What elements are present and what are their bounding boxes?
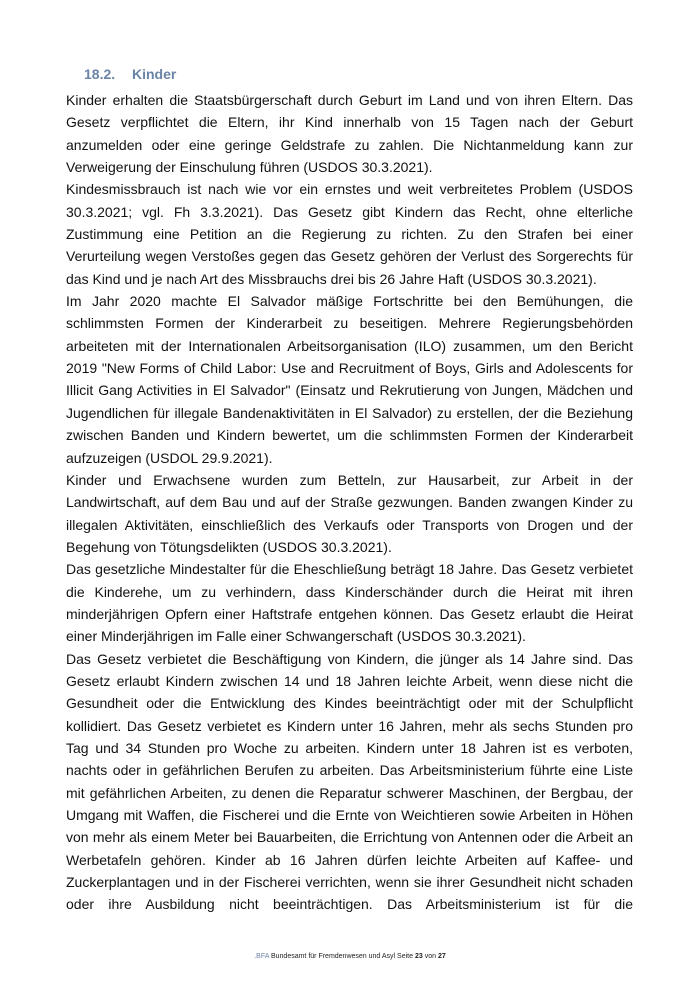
paragraph: Kinder erhalten die Staatsbürgerschaft durch Geburt im Land und von ihren Eltern. Das Gesetz verpflichtet die Eltern, ihr Kind innerhalb von 15 Tagen nach der Geburt anzumelden oder eine geringe Geldstrafe zu zahlen. Die Nichtanmeldung kann zur Verweigerung der Einschulung führen (USDOS 30.3.2021). (66, 92, 633, 176)
paragraph: Das Gesetz verbietet die Beschäftigung von Kindern, die jünger als 14 Jahre sind. Das Gesetz erlaubt Kindern zwischen 14 und 18 Jahren leichte Arbeit, wenn diese nicht die Gesundheit oder die Entwicklung des Kindes beeinträchtigt oder mit der Schulpflicht kollidiert. Das Gesetz verbietet es Kindern unter 16 Jahren, mehr als sechs Stunden pro Tag und 34 Stunden pro Woche zu arbeiten. Kindern unter 18 Jahren ist es verboten, nachts oder in gefährlichen Berufen zu arbeiten. Das Arbeitsministerium führte eine Liste mit gefährlichen Arbeiten, zu denen die Reparatur schwerer Maschinen, der Bergbau, der Umgang mit Waffen, die Fischerei und die Ernte von Weichtieren sowie Arbeiten in Höhen von mehr als einem Meter bei Bauarbeiten, die Errichtung von Antennen oder die Arbeit an Werbetafeln gehören. Kinder ab 16 Jahren dürfen leichte Arbeiten auf Kaffee- und Zuckerplantagen und in der Fischerei verrichten, wenn sie ihrer Gesundheit nicht schaden oder ihre Ausbildung nicht beeinträchtigen. Das Arbeitsministerium ist für die (66, 650, 633, 913)
footer-page-number: 23 (414, 952, 423, 960)
footer-of-label: von (424, 952, 437, 960)
document-body (66, 89, 633, 916)
footer-org: Bundesamt für Fremdenwesen und Asyl (270, 952, 396, 960)
page-footer (0, 952, 700, 962)
paragraph: Das gesetzliche Mindestalter für die Eheschließung beträgt 18 Jahre. Das Gesetz verbietet die Kinderehe, um zu verhindern, dass Kinderschänder durch die Heirat mit ihren minderjährigen Opfern einer Haftstrafe entgehen können. Das Gesetz erlaubt die Heirat einer Minderjährigen im Falle einer Schwangerschaft (USDOS 30.3.2021). (66, 561, 633, 645)
section-heading (84, 65, 700, 83)
section-number: 18.2. (84, 66, 116, 82)
footer-page-label: Seite (397, 952, 414, 960)
section-title: Kinder (132, 66, 177, 82)
paragraph: Im Jahr 2020 machte El Salvador mäßige Fortschritte bei den Bemühungen, die schlimmsten Formen der Kinderarbeit zu beseitigen. Mehrere Regierungsbehörden arbeiteten mit der Internationalen Arbeitsorganisation (ILO) zusammen, um den Bericht 2019 "New Forms of Child Labor: Use and Recruitment of Boys, Girls and Adolescents for Illicit Gang Activities in El Salvador" (Einsatz und Rekrutierung von Jungen, Mädchen und Jugendlichen für illegale Bandenaktivitäten in El Salvador) zu erstellen, der die Beziehung zwischen Banden und Kindern bewertet, um die schlimmsten Formen der Kinderarbeit aufzuzeigen (USDOL 29.9.2021). (66, 293, 633, 466)
paragraph: Kinder und Erwachsene wurden zum Betteln, zur Hausarbeit, zur Arbeit in der Landwirtschaft, auf dem Bau und auf der Straße gezwungen. Banden zwangen Kinder zu illegalen Aktivitäten, einschließlich des Verkaufs oder Transports von Drogen und der Begehung von Tötungsdelikten (USDOS 30.3.2021). (66, 471, 633, 555)
footer-page-total: 27 (437, 952, 446, 960)
paragraph: Kindesmissbrauch ist nach wie vor ein ernstes und weit verbreitetes Problem (USDOS 30.3.2021; vgl. Fh 3.3.2021). Das Gesetz gibt Kindern das Recht, ohne elterliche Zustimmung eine Petition an die Regierung zu richten. Zu den Strafen bei einer Verurteilung wegen Verstoßes gegen das Gesetz gehören der Verlust des Sorgerechts für das Kind und je nach Art des Missbrauchs drei bis 26 Jahre Haft (USDOS 30.3.2021). (66, 181, 633, 287)
bfa-logo: .BFA (254, 952, 270, 960)
